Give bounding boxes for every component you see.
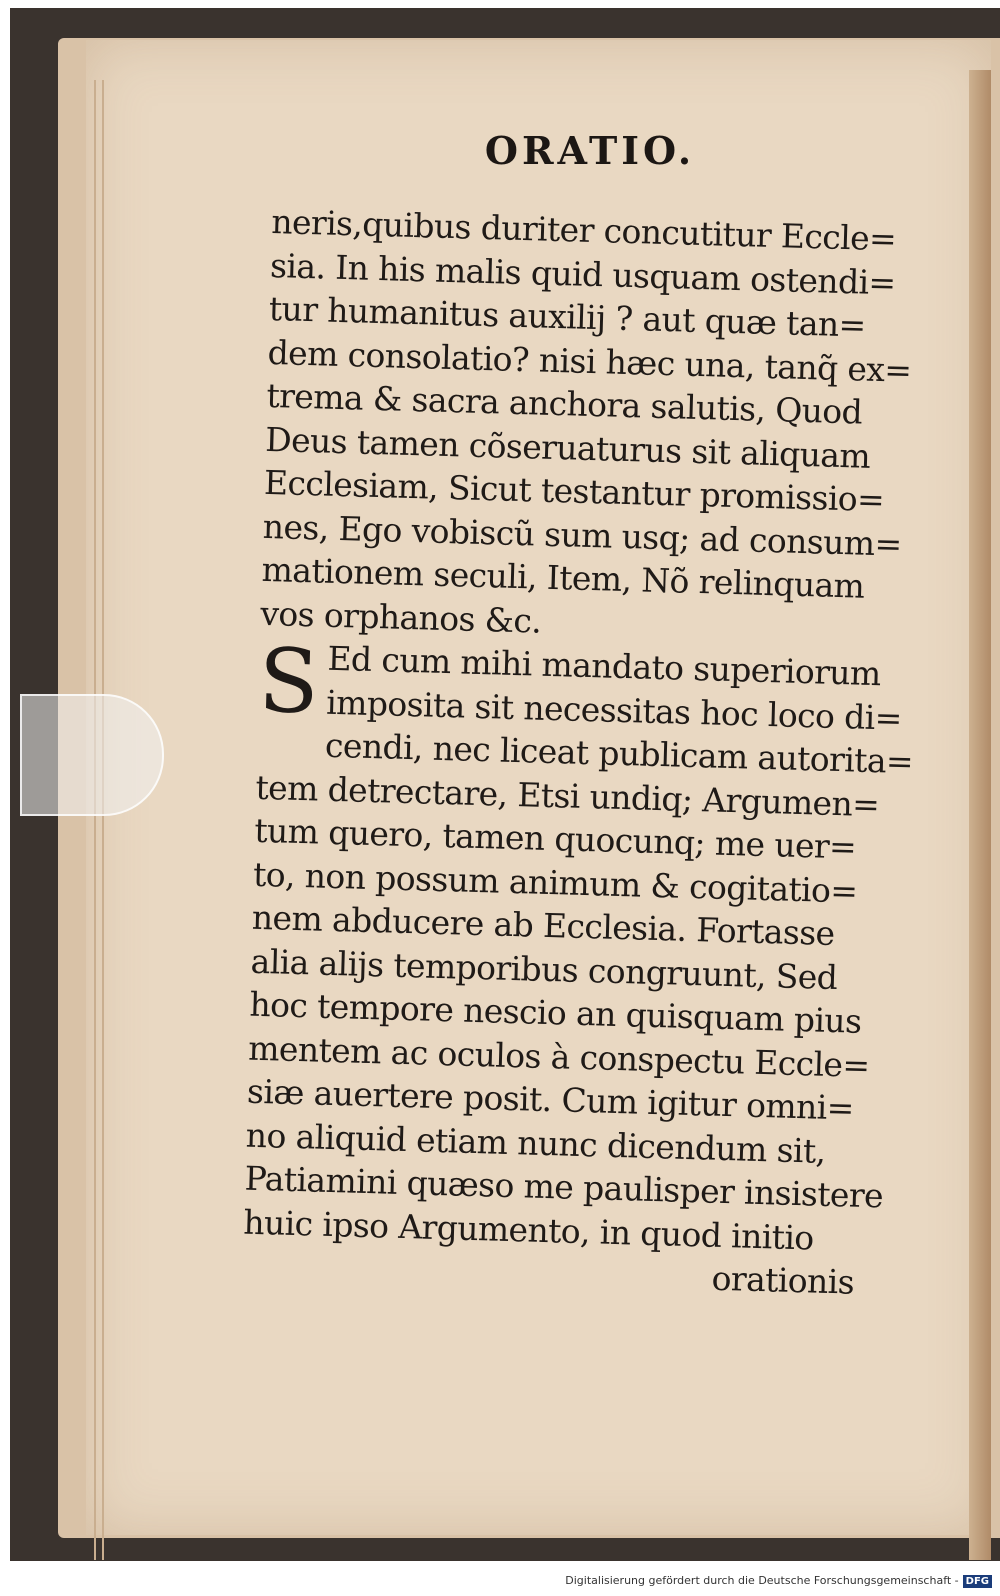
text-line: alia alijs temporibus congruunt, Sed [250, 941, 838, 997]
text-line: dem consolatio? nisi hæc una, tanq̃ ex= [267, 332, 912, 390]
text-line: tur humanitus auxilij ? aut quæ tan= [268, 288, 867, 345]
text-line: to, non possum animum & cogitatio= [252, 854, 858, 911]
text-line: vos orphanos &c. [259, 593, 542, 641]
text-line: hoc tempore nescio an quisquam pius [248, 984, 862, 1041]
paragraph [242, 628, 914, 1305]
running-title: ORATIO. [484, 128, 696, 173]
text-line: mationem seculi, Item, Nõ relinquam [261, 549, 865, 606]
catchword: orationis [711, 1258, 855, 1302]
text-line: siæ auertere posit. Cum igitur omni= [246, 1071, 855, 1128]
text-line: huic ipso Argumento, in quod initio [242, 1202, 815, 1258]
text-line: mentem ac oculos à conspectu Eccle= [247, 1028, 870, 1085]
text-line: nes, Ego vobiscũ sum usq; ad consum= [262, 506, 903, 564]
text-line: sia. In his malis quid usquam ostendi= [269, 245, 897, 302]
page-right-edge [969, 70, 991, 1560]
text-line: tum quero, tamen quocunq; me uer= [253, 810, 857, 867]
text-line: cendi, nec liceat publicam autorita= [324, 725, 914, 782]
bookmark-tab [20, 694, 164, 816]
page-edge [102, 80, 104, 1560]
text-line: trema & sacra anchora salutis, Quod [265, 375, 863, 432]
digitization-credit [0, 1574, 1000, 1596]
text-line: no aliquid etiam nunc dicendum sit, [245, 1115, 827, 1171]
text-line: imposita sit necessitas hoc loco di= [325, 682, 903, 738]
text-line: Deus tamen cõseruaturus sit aliquam [264, 419, 871, 476]
text-line: nem abducere ab Ecclesia. Fortasse [251, 897, 836, 953]
text-line: tem detrectare, Etsi undiq; Argumen= [255, 767, 880, 824]
body-text [242, 200, 914, 1305]
text-line: Patiamini quæso me paulisper insistere [244, 1158, 884, 1216]
text-line: Ed cum mihi mandato superiorum [326, 638, 882, 694]
text-line: Ecclesiam, Sicut testantur promissio= [263, 462, 885, 520]
dfg-logo: DFG [963, 1575, 992, 1588]
text-line: neris,quibus duriter concutitur Eccle= [270, 201, 897, 259]
drop-capital: S [257, 628, 321, 734]
page-edge [94, 80, 96, 1560]
credit-text: Digitalisierung gefördert durch die Deutsche Forschungsgemeinschaft - [565, 1574, 959, 1587]
